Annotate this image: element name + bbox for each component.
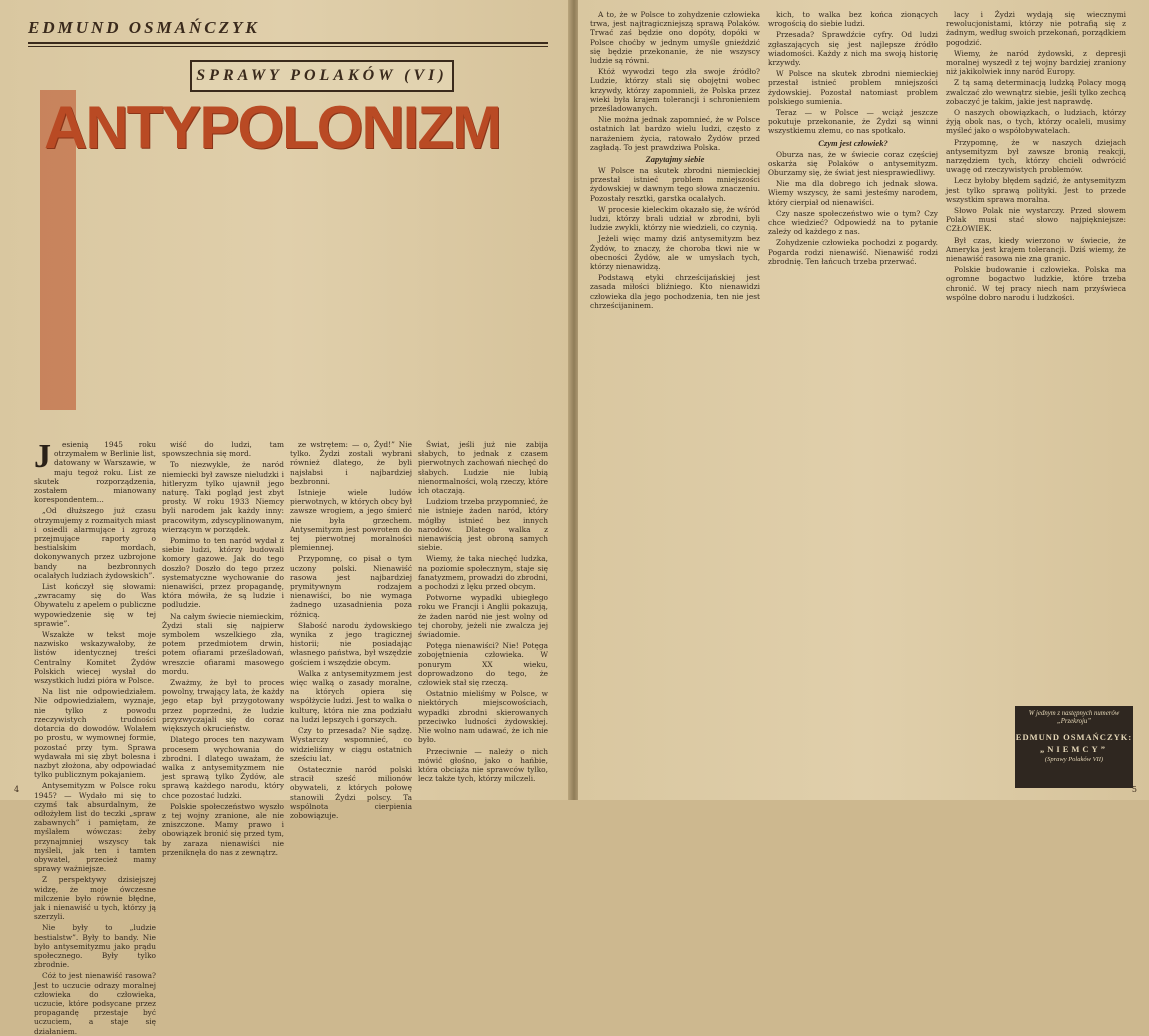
paragraph: Czy nasze społeczeństwo wie o tym? Czy chce wiedzieć? Odpowiedź na to pytanie zależy od każdego z nas. <box>768 208 938 237</box>
article-title: ANTYPOLONIZM <box>44 94 500 161</box>
right-column-3 <box>946 10 1126 700</box>
paragraph: W Polsce na skutek zbrodni niemieckiej przestał istnieć problem mniejszości żydowskiej w dawnym tego słowa znaczeniu. Pozostały resztki, garstka ocalałych. <box>590 166 760 203</box>
paragraph: Na list nie odpowiedziałem. Nie odpowiedziałem, wyznaje, nie tylko z powodu rzeczywistych trudności dotarcia do dowodów. Wolałem po prostu, w wymownej formie, pozostać przy tym. Sprawa wydawała mi się zbyt bolesna i nazbyt złożona, aby odpowiadać tylko publicznym pokajaniem. <box>34 687 156 780</box>
paragraph: Ostatnio mieliśmy w Polsce, w niektórych miejscowościach, wypadki zbrodni skierowanych przeciwko ludności żydowskiej. Nie wolno nam udawać, że ich nie było. <box>418 689 548 745</box>
paragraph: Nie były to „ludzie bestialstw”. Były to bandy. Nie było antysemityzmu jako prądu społecznego. Były tylko zbrodnie. <box>34 923 156 970</box>
paragraph: Jeżeli więc mamy dziś antysemityzm bez Żydów, to znaczy, że choroba tkwi nie w obecności Żydów, ale w umysłach tych, którzy nienawidzą. <box>590 234 760 272</box>
paragraph: To niezwykle, że naród niemiecki był zawsze nieludzki i hitleryzm tylko ujawnił jego naturę. Taki pogląd jest zbyt prosty. W roku 1933 Niemcy byli narodem jak każdy inny: pracowitym, zdyscyplinowanym, wierzącym w porządek. <box>162 460 284 534</box>
promo-author: EDMUND OSMAŃCZYK: <box>1015 732 1133 742</box>
paragraph: Lecz byłoby błędem sądzić, że antysemityzm jest tylko sprawą polityki. Jest to przede wszystkim sprawa moralna. <box>946 176 1126 204</box>
paragraph: Słabość narodu żydowskiego wynika z jego tragicznej historii; nie posiadając własnego państwa, był wszędzie gościem i wszędzie obcym. <box>290 620 412 667</box>
paragraph: Na całym świecie niemieckim, Żydzi stali się najpierw symbolem wszelkiego zła, potem przedmiotem drwin, potem ofiarami prześladowań, wreszcie ofiarami masowego mordu. <box>162 611 284 676</box>
paragraph: Pomimo to ten naród wydał z siebie ludzi, którzy budowali komory gazowe. Jak do tego doszło? Doszło do tego przez systematyczne wychowanie do nienawiści, przez propagandę, która mówiła, że są ludzie i podludzie. <box>162 536 284 610</box>
paragraph: Wiemy, że taka niechęć ludzka, na poziomie społecznym, staje się fanatyzmem, prowadzi do zbrodni, a pochodzi z lęku przed obcym. <box>418 554 548 592</box>
left-column-2 <box>162 440 284 857</box>
paragraph: Potęga nienawiści? Nie! Potęga zobojętnienia człowieka. W ponurym XX wieku, doprowadzono do tego, że człowiek stał się rzeczą. <box>418 641 548 688</box>
paragraph: Dlatego proces ten nazywam procesem wychowania do zbrodni. I dlatego uważam, że walka z antysemityzmem nie jest sprawą tylko Żydów, ale sprawą każdego narodu, który chce pozostać ludzki. <box>162 735 284 800</box>
paragraph: kich, to walka bez końca zionących wrogością do siebie ludzi. <box>768 10 938 29</box>
right-column-1 <box>590 10 760 780</box>
paragraph: wiść do ludzi, tam spowszechnia się mord. <box>162 440 284 459</box>
page-number: 4 <box>14 785 20 794</box>
paragraph: Z perspektywy dzisiejszej widzę, że moje ówczesne milczenie było równie błędne, jak i nienawiść u tych, którzy ją szerzyli. <box>34 875 156 922</box>
paragraph: Ludziom trzeba przypomnieć, że nie istnieje żaden naród, który mógłby istnieć bez innych narodów. Dlatego walka z nienawiścią jest obroną samych siebie. <box>418 497 548 553</box>
paragraph: Potworne wypadki ubiegłego roku we Francji i Anglii pokazują, że żaden naród nie jest wolny od tej choroby, jeżeli nie zwalcza jej świadomie. <box>418 593 548 640</box>
paragraph: Podstawą etyki chrześcijańskiej jest zasada miłości bliźniego. Kto nienawidzi człowieka dla jego pochodzenia, ten nie jest chrześcijaninem. <box>590 273 760 310</box>
promo-box <box>1015 706 1133 788</box>
paragraph: List kończył się słowami: „zwracamy się do Was Obywatelu z apelem o publiczne wypowiedzenie się w tej sprawie”. <box>34 582 156 628</box>
paragraph: O naszych obowiązkach, o ludziach, którzy żyją obok nas, o tych, którzy ocaleli, musimy myśleć jako o współobywatelach. <box>946 108 1126 136</box>
paragraph: esienią 1945 roku otrzymałem w Berlinie list, datowany w Warszawie, w maju tegoż roku. List ze skutek rozporządzenia, zostałem mianowany korespondentem... <box>34 440 156 505</box>
paragraph: W procesie kieleckim okazało się, że wśród ludzi, którzy brali udział w zbrodni, byli ludzie zwykli, którzy nie wiedzieli, co czynią. <box>590 204 760 233</box>
paragraph: Świat, jeśli już nie zabija słabych, to jednak z czasem pierwotnych zachowań niechęć do słabych. Ludzie nie lubią nienormalności, wolą rzeczy, które ich otaczają. <box>418 440 548 496</box>
right-column-2 <box>768 10 938 780</box>
paragraph: Był czas, kiedy wierzono w świecie, że Ameryka jest krajem tolerancji. Dziś wiemy, że nienawiść rasowa nie zna granic. <box>946 235 1126 264</box>
series-title: SPRAWY POLAKÓW (VI) <box>190 60 454 92</box>
header-rule <box>28 46 548 47</box>
paragraph: Oburza nas, że w świecie coraz częściej oskarża się Polaków o antysemityzm. Oburzamy się, że świat jest niesprawiedliwy. <box>768 149 938 178</box>
subheading: Zapytajmy siebie <box>645 154 705 165</box>
paragraph: Teraz — w Polsce — wciąż jeszcze pokutuje przekonanie, że Żydzi są winni wszystkiemu złemu, co nas spotkało. <box>768 108 938 136</box>
paragraph: Przesada? Sprawdźcie cyfry. Od ludzi zgłaszających się jest najlepsze źródło wiadomości. Każdy z nich ma swoją historię krzywdy. <box>768 30 938 68</box>
promo-title: „NIEMCY” <box>1040 744 1108 754</box>
paragraph: Istnieje wiele ludów pierwotnych, w których obcy był zawsze wrogiem, a jego śmierć nie była grzechem. Antysemityzm jest powrotem do tej pierwotnej moralności plemiennej. <box>290 488 412 553</box>
paragraph: Zważmy, że był to proces powolny, trwający lata, że każdy jego etap był przygotowany przez poprzedni, że ludzie przyzwyczajali się do coraz większych okrucieństw. <box>162 678 284 734</box>
paragraph: Polskie społeczeństwo wyszło z tej wojny zranione, ale nie zniszczone. Mamy prawo i obowiązek bronić się przed tym, by zaraza nienawiści nie przeniknęła do nas z zewnątrz. <box>162 801 284 857</box>
paragraph: Przeciwnie — należy o nich mówić głośno, jako o hańbie, która obciąża nie sprawców tylko, lecz także tych, którzy milczeli. <box>418 746 548 784</box>
paragraph: Czy to przesada? Nie sądzę. Wystarczy wspomnieć, co widzieliśmy w ciągu ostatnich sześciu lat. <box>290 726 412 763</box>
paragraph: Wiemy, że naród żydowski, z depresji moralnej wyszedł z tej wojny bardziej zraniony niż jakikolwiek inny naród Europy. <box>946 48 1126 77</box>
paragraph: W Polsce na skutek zbrodni niemieckiej przestał istnieć problem mniejszości żydowskiej. Pozostał natomiast problem polskiego sumienia. <box>768 69 938 106</box>
paragraph: Nie można jednak zapomnieć, że w Polsce ostatnich lat bardzo wielu ludzi, często z narażeniem życia, ratowało Żydów przed zagładą. To jest prawdziwa Polska. <box>590 115 760 152</box>
left-page <box>0 0 570 1036</box>
left-column-3 <box>290 440 412 820</box>
paragraph: A to, że w Polsce to zohydzenie człowieka trwa, jest najtragiczniejszą sprawą Polaków. Trwać zaś będzie ono dopóty, dopóki w Polsce choćby w jednym umyśle gnieździć się będzie przekonanie, że nie wszyscy ludzie są równi. <box>590 10 760 66</box>
right-page <box>578 0 1149 800</box>
paragraph: ze wstrętem: — o, Żyd!” Nie tylko. Żydzi zostali wybrani również dlatego, że byli najsłabsi i najbardziej bezbronni. <box>290 440 412 486</box>
paragraph: Słowo Polak nie wystarczy. Przed słowem Polak musi stać słowo najpiękniejsze: CZŁOWIEK. <box>946 206 1126 234</box>
subheading: Czym jest człowiek? <box>818 137 888 148</box>
paragraph: Wszakże w tekst moje nazwisko wskazywałoby, że listów identycznej treści Centralny Komitet Żydów Polskich wiecej wysłał do wszystkich ludzi pióra w Polsce. <box>34 630 156 686</box>
promo-series: (Sprawy Polaków VII) <box>1044 756 1104 763</box>
drop-cap: J <box>34 438 51 475</box>
author-name: EDMUND OSMAŃCZYK <box>28 18 548 44</box>
paragraph: Zohydzenie człowieka pochodzi z pogardy. Pogarda rodzi nienawiść. Nienawiść rodzi zbrodnię. Ten łańcuch trzeba przerwać. <box>768 238 938 266</box>
left-column-4 <box>418 440 548 784</box>
paragraph: Polskie budowanie i człowieka. Polska ma ogromne bogactwo ludzkie, które trzeba chronić. W tej pracy niech nam przyświeca wspólne dobro narodu i ludzkości. <box>946 265 1126 302</box>
page-number: 5 <box>1131 785 1137 794</box>
paragraph: „Od dłuższego już czasu otrzymujemy z rozmaitych miast i osiedli alarmujące i zgrozą przejmujące raporty o bestialskim mordach, dokonywanych przez uzbrojone bandy na bezbronnych ocalałych ludziach żydowskich”. <box>34 506 156 580</box>
paragraph: Ostatecznie naród polski stracił sześć milionów obywateli, z których połowę stanowili Żydzi polscy. Ta wspólnota cierpienia zobowiązuje. <box>290 764 412 820</box>
paragraph: Przypomnę, że w naszych dziejach antysemityzm był zawsze bronią reakcji, narzędziem tych, którzy chcieli odwrócić uwagę od rzeczywistych problemów. <box>946 137 1126 175</box>
paragraph: Nie ma dla dobrego ich jednak słowa. Wiemy wszyscy, że sami jesteśmy narodem, który cierpiał od nienawiści. <box>768 179 938 207</box>
paragraph: Antysemityzm w Polsce roku 1945? — Wydało mi się to czymś tak absurdalnym, że odłożyłem list do teczki „spraw zabawnych” i pamiętam, że myślałem wówczas: żeby przynajmniej wszyscy tak myśleli, jak ten i tamten obywatel, przecież mamy sprawy ważniejsze. <box>34 781 156 874</box>
paragraph: Z tą samą determinacją ludzką Polacy mogą zwalczać zło wewnątrz siebie, jeśli tylko zechcą zobaczyć je takim, jakie jest naprawdę. <box>946 78 1126 106</box>
promo-intro: W jednym z następnych numerów „Przekroju” <box>1028 710 1120 725</box>
paragraph: Cóż to jest nienawiść rasowa? Jest to uczucie odrazy moralnej człowieka do człowieka, uczucie, które podsycane przez propagandę przestaje być uczuciem, a staje się działaniem. <box>34 971 156 1036</box>
paragraph: lacy i Żydzi wydają się wiecznymi rewolucjonistami, którzy nie potrafią się z żadnym, według swoich przekonań, porządkiem pogodzić. <box>946 10 1126 47</box>
paragraph: Walka z antysemityzmem jest więc walką o zasady moralne, na których opiera się współżycie ludzi. Jest to walka o kulturę, która nie zna podziału na ludzi lepszych i gorszych. <box>290 668 412 724</box>
paragraph: Przypomnę, co pisał o tym uczony polski. Nienawiść rasowa jest najbardziej prymitywnym rodzajem nienawiści, bo nie wymaga żadnego uzasadnienia poza różnicą. <box>290 554 412 619</box>
left-column-1 <box>34 438 156 1036</box>
paragraph: Któż wywodzi tego zła swoje źródło? Ludzie, którzy stali się obojętni wobec krzywdy, którzy zapomnieli, że Polska przez wieki była krajem tolerancji i schronieniem prześladowanych. <box>590 67 760 114</box>
